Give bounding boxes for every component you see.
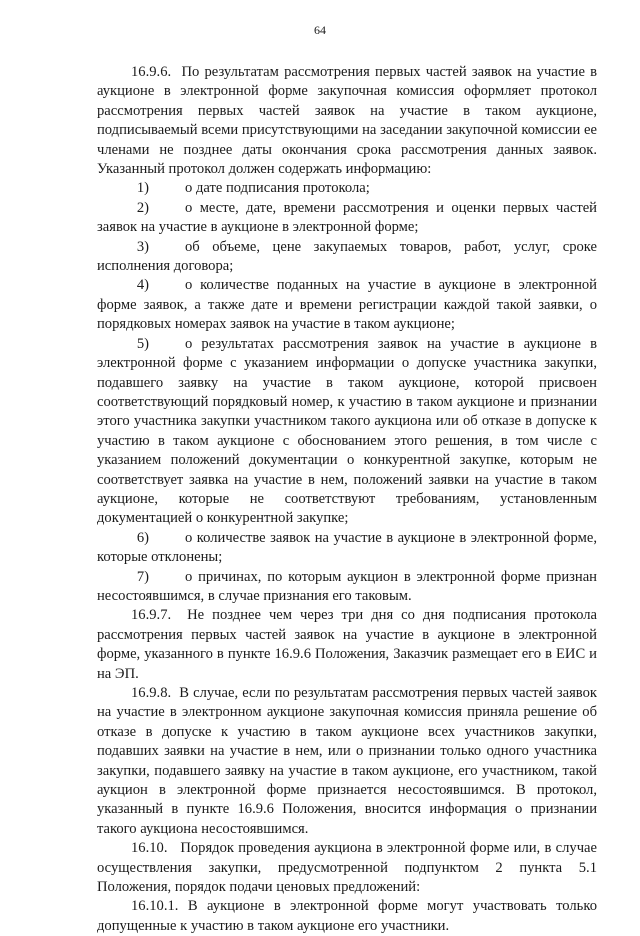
list-item: 3) об объеме, цене закупаемых товаров, работ, услуг, сроке исполнения договора; xyxy=(97,238,597,275)
list-item: 4) о количестве поданных на участие в аукционе в электронной форме заявок, а также дате и времени регистрации каждой такой заявки, о порядковых номерах заявок на участие в таком аукционе; xyxy=(97,277,597,333)
list-item: 2) о месте, дате, времени рассмотрения и оценки первых частей заявок на участие в аукционе в электронной форме; xyxy=(97,199,597,236)
paragraph: 16.9.8. В случае, если по результатам рассмотрения первых частей заявок на участие в электронном аукционе закупочная комиссия приняла решение об отказе в допуске к участию в таком аукционе всех участников закупки, подавших заявки на участие в нем, или о признании только одного участника закупки, подавшего заявку на участие в таком аукционе, его участником, такой аукцион в электронной форме признается несостоявшимся. В протокол, указанный в пункте 16.9.6 Положения, вносится информация о признании такого аукциона несостоявшимся. xyxy=(97,685,597,837)
list-item: 1) о дате подписания протокола; xyxy=(136,180,370,197)
list-item: 6) о количестве заявок на участие в аукционе в электронной форме, которые отклонены; xyxy=(97,529,597,566)
list-item: 5) о результатах рассмотрения заявок на участие в аукционе в электронной форме с указанием информации о допуске участника закупки, подавшего заявку на участие в таком аукционе, которой присвоен соответствующий порядковый номер, к участию в таком аукционе и признании этого участника закупки участником такого аукциона или об отказе в допуске к участию в таком аукционе с обоснованием этого решения, в том числе с указанием положений документации о конкурентной закупке, которым не соответствует заявка на участие в нем, положений заявки на участие в таком аукционе, которые не соответствуют требованиям, установленным документацией о конкурентной закупке; xyxy=(97,335,597,527)
list-item: 7) о причинах, по которым аукцион в электронной форме признан несостоявшимся, в случае признания его таковым. xyxy=(97,568,597,604)
paragraph: 16.9.6. По результатам рассмотрения первых частей заявок на участие в аукционе в электронной форме закупочная комиссия оформляет протокол рассмотрения первых частей заявок на участие в таком аукционе, подписываемый всеми присутствующими на заседании закупочной комиссии ее членами не позднее даты окончания срока рассмотрения данных заявок. Указанный протокол должен содержать информацию: xyxy=(97,64,597,178)
paragraph: 16.10.1. В аукционе в электронной форме могут участвовать только допущенные к участию в таком аукционе его участники. xyxy=(97,898,597,934)
paragraph: 16.9.7. Не позднее чем через три дня со дня подписания протокола рассмотрения первых частей заявок на участие в аукционе в электронной форме, указанного в пункте 16.9.6 Положения, Заказчик размещает его в ЕИС и на ЭП. xyxy=(97,607,597,682)
document-body xyxy=(97,63,597,936)
page-number: 64 xyxy=(314,23,326,37)
paragraph: 16.10. Порядок проведения аукциона в электронной форме или, в случае осуществления закупки, предусмотренной подпунктом 2 пункта 5.1 Положения, порядок подачи ценовых предложений: xyxy=(97,840,597,896)
